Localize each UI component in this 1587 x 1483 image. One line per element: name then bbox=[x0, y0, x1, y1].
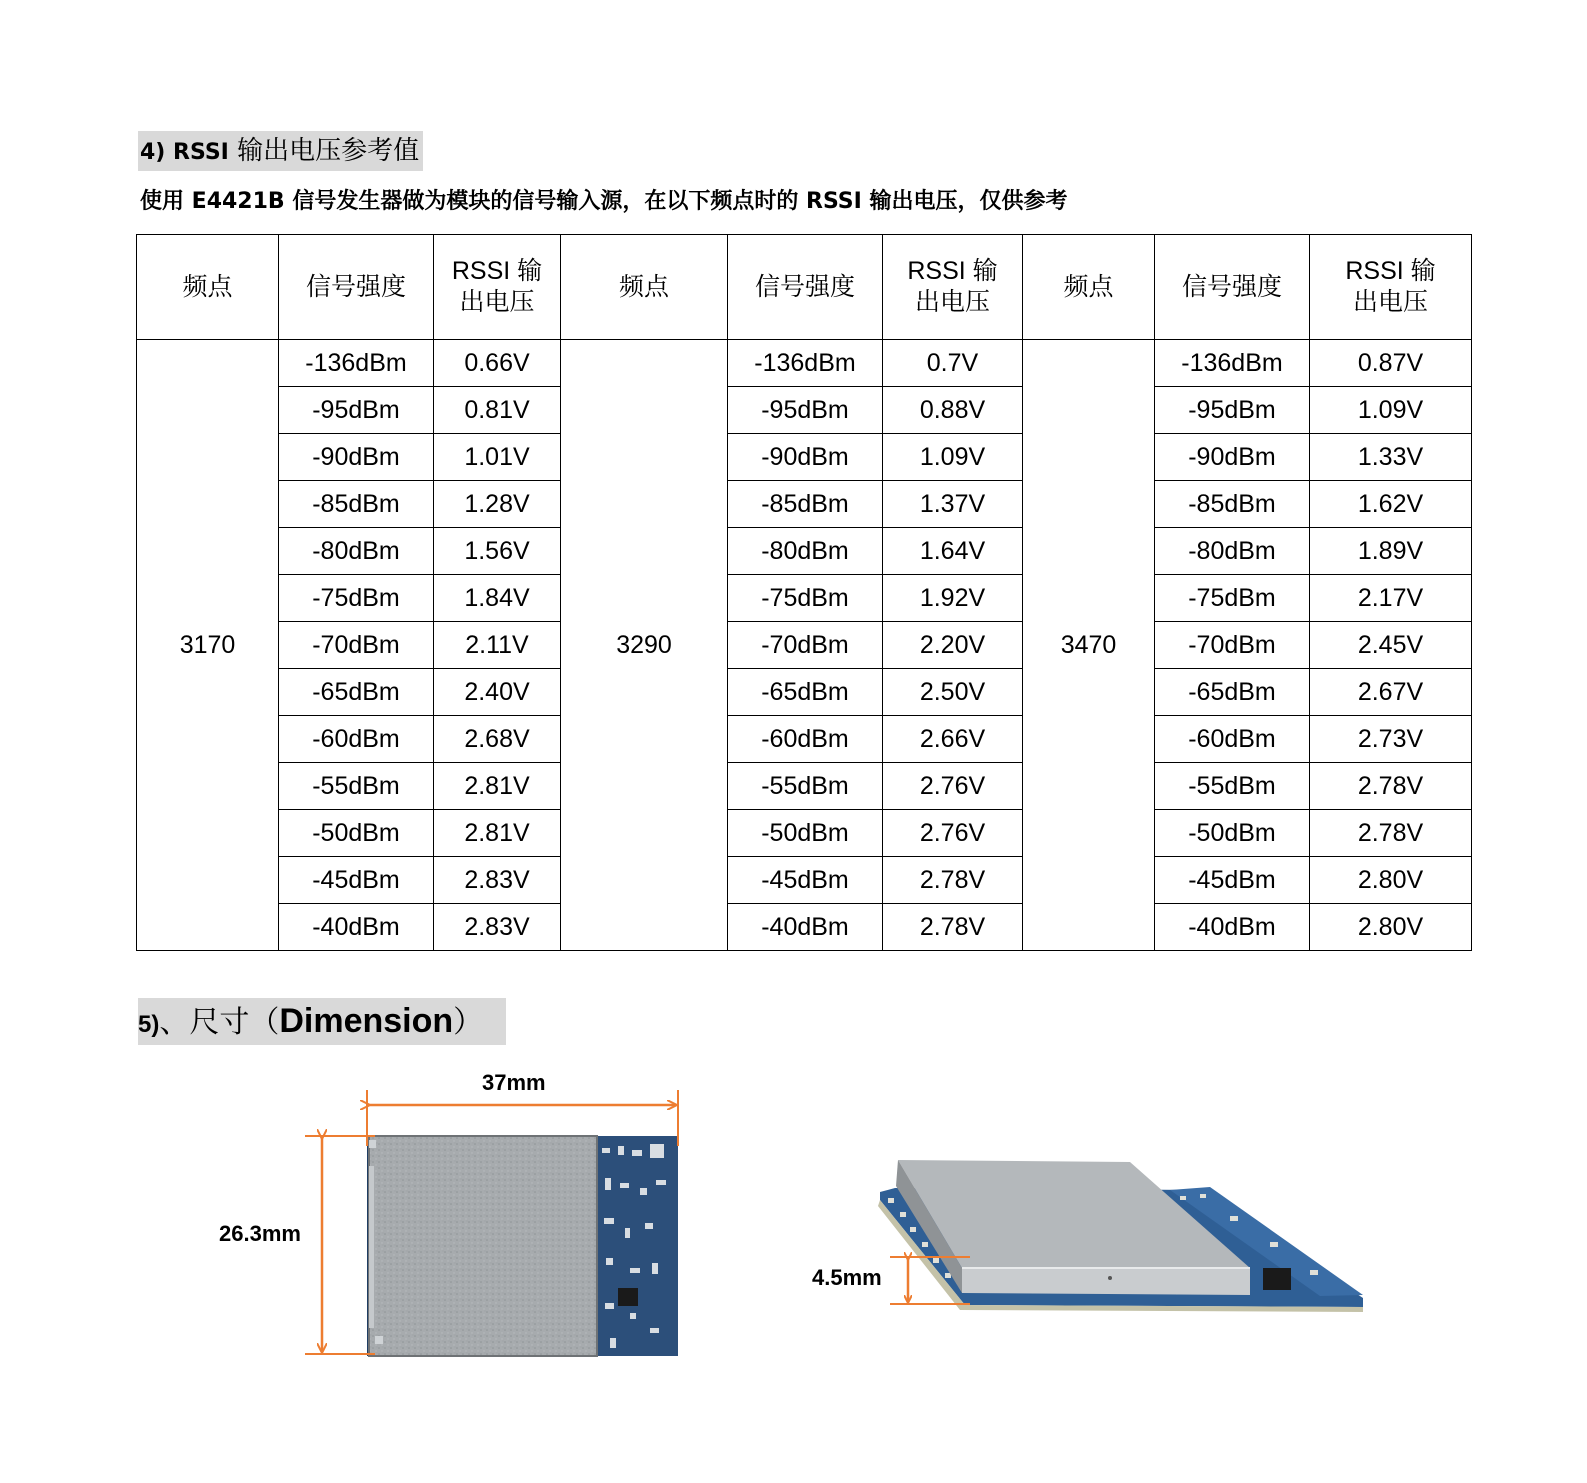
signal-strength-cell: -45dBm bbox=[1155, 857, 1310, 904]
header-rssi-line2: 出电压 bbox=[1352, 288, 1428, 316]
rssi-voltage-cell: 1.62V bbox=[1310, 481, 1472, 528]
rssi-voltage-cell: 2.78V bbox=[1310, 810, 1472, 857]
signal-strength-cell: -50dBm bbox=[279, 810, 434, 857]
rssi-voltage-cell: 2.78V bbox=[883, 857, 1023, 904]
table-row bbox=[137, 575, 1472, 622]
signal-strength-cell: -136dBm bbox=[1155, 340, 1310, 387]
signal-strength-cell: -80dBm bbox=[279, 528, 434, 575]
header-rssi-line2: 出电压 bbox=[914, 288, 990, 316]
section-5-title-end: ） bbox=[453, 1005, 484, 1040]
rssi-voltage-table bbox=[136, 234, 1472, 951]
rssi-voltage-cell: 0.87V bbox=[1310, 340, 1472, 387]
rssi-voltage-cell: 1.64V bbox=[883, 528, 1023, 575]
signal-strength-cell: -55dBm bbox=[1155, 763, 1310, 810]
signal-strength-cell: -45dBm bbox=[728, 857, 883, 904]
signal-strength-cell: -65dBm bbox=[279, 669, 434, 716]
rssi-voltage-cell: 1.09V bbox=[1310, 387, 1472, 434]
rssi-voltage-cell: 0.81V bbox=[434, 387, 561, 434]
thickness-dimension-label: 4.5mm bbox=[812, 1265, 882, 1290]
section-4-title-prefix: 4) RSSI bbox=[140, 140, 229, 165]
rssi-voltage-cell: 1.84V bbox=[434, 575, 561, 622]
rssi-voltage-cell: 0.88V bbox=[883, 387, 1023, 434]
table-row bbox=[137, 340, 1472, 387]
table-body bbox=[137, 340, 1472, 951]
header-rssi bbox=[883, 235, 1023, 340]
header-rssi-line1: RSSI 输 bbox=[907, 257, 998, 285]
header-signal: 信号强度 bbox=[728, 235, 883, 340]
signal-strength-cell: -70dBm bbox=[279, 622, 434, 669]
header-rssi-line2: 出电压 bbox=[459, 288, 535, 316]
signal-strength-cell: -95dBm bbox=[1155, 387, 1310, 434]
rssi-voltage-cell: 2.68V bbox=[434, 716, 561, 763]
rssi-voltage-cell: 2.50V bbox=[883, 669, 1023, 716]
frequency-cell: 3170 bbox=[137, 340, 279, 951]
section-4-title-text: 输出电压参考值 bbox=[228, 136, 420, 166]
table-row bbox=[137, 669, 1472, 716]
rssi-voltage-cell: 2.78V bbox=[1310, 763, 1472, 810]
table-row bbox=[137, 810, 1472, 857]
signal-strength-cell: -85dBm bbox=[728, 481, 883, 528]
signal-strength-cell: -85dBm bbox=[279, 481, 434, 528]
signal-strength-cell: -75dBm bbox=[728, 575, 883, 622]
section-5-title-prefix: 5) bbox=[138, 1011, 160, 1038]
signal-strength-cell: -136dBm bbox=[728, 340, 883, 387]
header-rssi bbox=[1310, 235, 1472, 340]
rssi-voltage-cell: 0.7V bbox=[883, 340, 1023, 387]
rssi-voltage-cell: 2.81V bbox=[434, 763, 561, 810]
header-freq: 频点 bbox=[137, 235, 279, 340]
rssi-voltage-cell: 2.80V bbox=[1310, 857, 1472, 904]
signal-strength-cell: -40dBm bbox=[728, 904, 883, 951]
rssi-voltage-cell: 1.56V bbox=[434, 528, 561, 575]
signal-strength-cell: -50dBm bbox=[728, 810, 883, 857]
rssi-voltage-cell: 1.09V bbox=[883, 434, 1023, 481]
frequency-cell: 3290 bbox=[561, 340, 728, 951]
signal-strength-cell: -90dBm bbox=[1155, 434, 1310, 481]
rssi-voltage-cell: 2.66V bbox=[883, 716, 1023, 763]
module-side-view-image bbox=[870, 1150, 1370, 1315]
height-dimension-label: 26.3mm bbox=[219, 1221, 301, 1246]
rssi-voltage-cell: 0.66V bbox=[434, 340, 561, 387]
signal-strength-cell: -90dBm bbox=[728, 434, 883, 481]
table-row bbox=[137, 622, 1472, 669]
signal-strength-cell: -65dBm bbox=[1155, 669, 1310, 716]
rssi-voltage-cell: 1.89V bbox=[1310, 528, 1472, 575]
signal-strength-cell: -40dBm bbox=[279, 904, 434, 951]
table-header-row bbox=[137, 235, 1472, 340]
table-row bbox=[137, 434, 1472, 481]
rssi-voltage-cell: 2.83V bbox=[434, 904, 561, 951]
rssi-voltage-cell: 2.45V bbox=[1310, 622, 1472, 669]
header-rssi-line1: RSSI 输 bbox=[1345, 257, 1436, 285]
width-dimension-label: 37mm bbox=[482, 1070, 546, 1095]
signal-strength-cell: -75dBm bbox=[279, 575, 434, 622]
table-row bbox=[137, 387, 1472, 434]
signal-strength-cell: -40dBm bbox=[1155, 904, 1310, 951]
header-signal: 信号强度 bbox=[1155, 235, 1310, 340]
rssi-voltage-cell: 2.17V bbox=[1310, 575, 1472, 622]
signal-strength-cell: -80dBm bbox=[728, 528, 883, 575]
rssi-voltage-cell: 2.80V bbox=[1310, 904, 1472, 951]
rssi-voltage-cell: 1.92V bbox=[883, 575, 1023, 622]
module-top-view-image bbox=[300, 1088, 690, 1363]
signal-strength-cell: -95dBm bbox=[279, 387, 434, 434]
header-rssi-line1: RSSI 输 bbox=[451, 257, 543, 285]
signal-strength-cell: -45dBm bbox=[279, 857, 434, 904]
rssi-voltage-cell: 2.78V bbox=[883, 904, 1023, 951]
rssi-voltage-cell: 1.01V bbox=[434, 434, 561, 481]
signal-strength-cell: -90dBm bbox=[279, 434, 434, 481]
section-5-title-mid: 、尺寸（ bbox=[159, 1005, 280, 1040]
signal-strength-cell: -55dBm bbox=[279, 763, 434, 810]
rssi-voltage-cell: 2.83V bbox=[434, 857, 561, 904]
section-5-title bbox=[138, 998, 506, 1045]
rssi-voltage-cell: 2.73V bbox=[1310, 716, 1472, 763]
signal-strength-cell: -65dBm bbox=[728, 669, 883, 716]
header-signal: 信号强度 bbox=[279, 235, 434, 340]
table-row bbox=[137, 763, 1472, 810]
signal-strength-cell: -95dBm bbox=[728, 387, 883, 434]
signal-strength-cell: -60dBm bbox=[728, 716, 883, 763]
frequency-cell: 3470 bbox=[1023, 340, 1155, 951]
section-4-description: 使用 E4421B 信号发生器做为模块的信号输入源，在以下频点时的 RSSI 输出电压，仅供参考 bbox=[140, 189, 1068, 214]
header-freq: 频点 bbox=[1023, 235, 1155, 340]
rssi-voltage-cell: 1.28V bbox=[434, 481, 561, 528]
signal-strength-cell: -80dBm bbox=[1155, 528, 1310, 575]
rssi-voltage-cell: 2.67V bbox=[1310, 669, 1472, 716]
table-row bbox=[137, 481, 1472, 528]
signal-strength-cell: -50dBm bbox=[1155, 810, 1310, 857]
rssi-voltage-cell: 1.37V bbox=[883, 481, 1023, 528]
section-5-title-en: Dimension bbox=[279, 1002, 454, 1040]
signal-strength-cell: -60dBm bbox=[1155, 716, 1310, 763]
signal-strength-cell: -70dBm bbox=[1155, 622, 1310, 669]
signal-strength-cell: -136dBm bbox=[279, 340, 434, 387]
table-row bbox=[137, 528, 1472, 575]
rssi-voltage-cell: 2.40V bbox=[434, 669, 561, 716]
signal-strength-cell: -75dBm bbox=[1155, 575, 1310, 622]
signal-strength-cell: -60dBm bbox=[279, 716, 434, 763]
rssi-voltage-cell: 2.81V bbox=[434, 810, 561, 857]
rssi-voltage-cell: 2.76V bbox=[883, 763, 1023, 810]
rssi-voltage-cell: 2.20V bbox=[883, 622, 1023, 669]
signal-strength-cell: -85dBm bbox=[1155, 481, 1310, 528]
rssi-voltage-cell: 2.76V bbox=[883, 810, 1023, 857]
rssi-voltage-cell: 1.33V bbox=[1310, 434, 1472, 481]
rssi-voltage-cell: 2.11V bbox=[434, 622, 561, 669]
section-4-title bbox=[138, 131, 423, 171]
table-row bbox=[137, 857, 1472, 904]
header-freq: 频点 bbox=[561, 235, 728, 340]
header-rssi bbox=[434, 235, 561, 340]
table-row bbox=[137, 716, 1472, 763]
signal-strength-cell: -55dBm bbox=[728, 763, 883, 810]
signal-strength-cell: -70dBm bbox=[728, 622, 883, 669]
table-row bbox=[137, 904, 1472, 951]
